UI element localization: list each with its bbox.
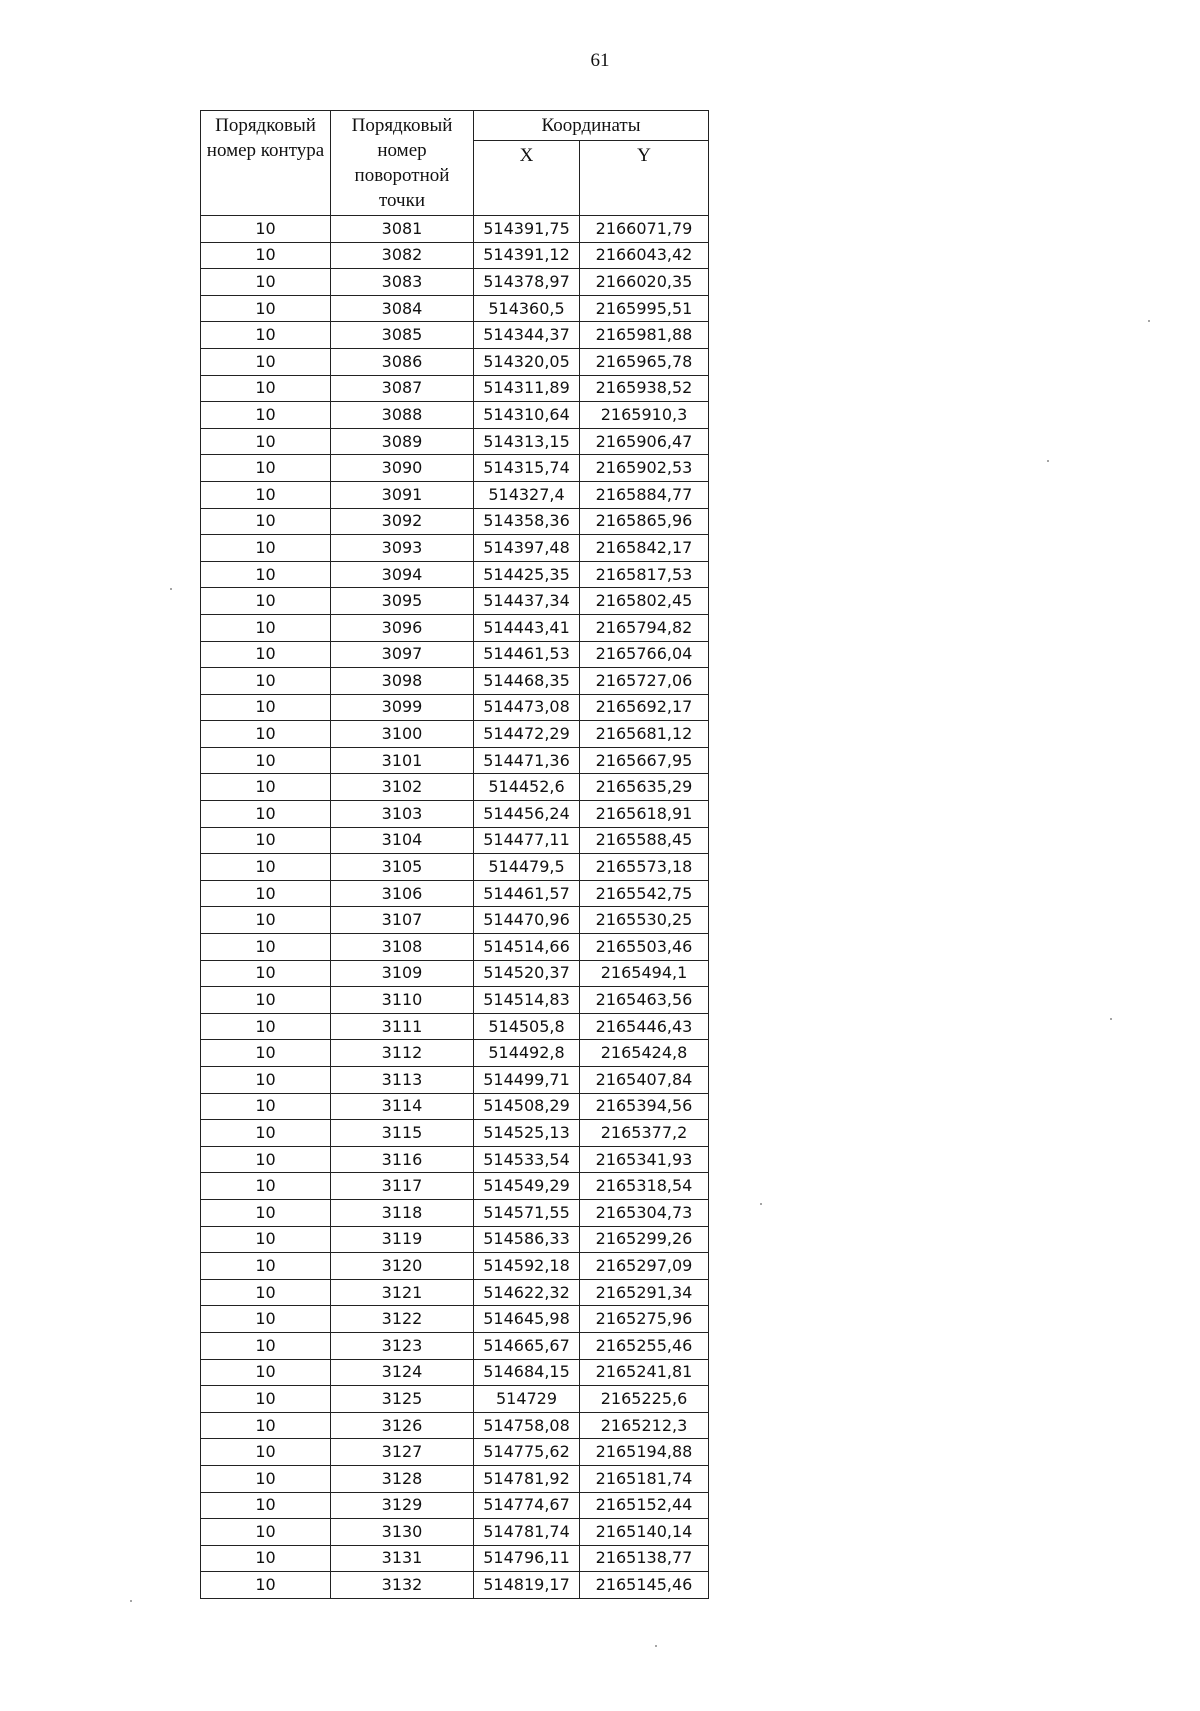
cell-contour-number: 10 (201, 1279, 331, 1306)
cell-contour-number: 10 (201, 854, 331, 881)
cell-x: 514391,12 (474, 242, 580, 269)
cell-contour-number: 10 (201, 242, 331, 269)
cell-contour-number: 10 (201, 1253, 331, 1280)
cell-y: 2166020,35 (580, 269, 709, 296)
cell-point-number: 3093 (331, 535, 474, 562)
cell-y: 2165377,2 (580, 1120, 709, 1147)
cell-contour-number: 10 (201, 1040, 331, 1067)
cell-contour-number: 10 (201, 428, 331, 455)
cell-y: 2166043,42 (580, 242, 709, 269)
cell-x: 514473,08 (474, 694, 580, 721)
cell-y: 2165542,75 (580, 880, 709, 907)
cell-point-number: 3096 (331, 614, 474, 641)
cell-y: 2165910,3 (580, 402, 709, 429)
table-row (201, 1572, 709, 1599)
cell-x: 514425,35 (474, 561, 580, 588)
cell-y: 2165681,12 (580, 721, 709, 748)
header-y: Y (580, 141, 709, 216)
scan-speck (130, 1600, 132, 1602)
table-row (201, 1146, 709, 1173)
cell-x: 514586,33 (474, 1226, 580, 1253)
cell-y: 2165291,34 (580, 1279, 709, 1306)
cell-point-number: 3091 (331, 481, 474, 508)
cell-y: 2165494,1 (580, 960, 709, 987)
table-row (201, 1332, 709, 1359)
cell-x: 514461,53 (474, 641, 580, 668)
cell-y: 2165225,6 (580, 1386, 709, 1413)
cell-x: 514525,13 (474, 1120, 580, 1147)
cell-point-number: 3127 (331, 1439, 474, 1466)
cell-point-number: 3120 (331, 1253, 474, 1280)
table-row (201, 1386, 709, 1413)
table-row (201, 295, 709, 322)
cell-contour-number: 10 (201, 1412, 331, 1439)
cell-x: 514665,67 (474, 1332, 580, 1359)
header-x: X (474, 141, 580, 216)
cell-y: 2165297,09 (580, 1253, 709, 1280)
cell-x: 514622,32 (474, 1279, 580, 1306)
table-row (201, 1120, 709, 1147)
cell-point-number: 3097 (331, 641, 474, 668)
cell-contour-number: 10 (201, 1226, 331, 1253)
cell-x: 514758,08 (474, 1412, 580, 1439)
table-row (201, 535, 709, 562)
cell-point-number: 3092 (331, 508, 474, 535)
cell-point-number: 3081 (331, 216, 474, 243)
cell-x: 514775,62 (474, 1439, 580, 1466)
scan-speck (655, 1645, 657, 1647)
cell-x: 514774,67 (474, 1492, 580, 1519)
cell-point-number: 3105 (331, 854, 474, 881)
table-row (201, 854, 709, 881)
cell-contour-number: 10 (201, 801, 331, 828)
cell-y: 2165152,44 (580, 1492, 709, 1519)
cell-point-number: 3111 (331, 1013, 474, 1040)
cell-y: 2165727,06 (580, 668, 709, 695)
cell-contour-number: 10 (201, 1572, 331, 1599)
cell-y: 2165341,93 (580, 1146, 709, 1173)
cell-x: 514520,37 (474, 960, 580, 987)
cell-contour-number: 10 (201, 1439, 331, 1466)
table-row (201, 269, 709, 296)
cell-contour-number: 10 (201, 1359, 331, 1386)
cell-x: 514781,74 (474, 1519, 580, 1546)
cell-point-number: 3130 (331, 1519, 474, 1546)
cell-point-number: 3095 (331, 588, 474, 615)
cell-contour-number: 10 (201, 216, 331, 243)
table-row (201, 1492, 709, 1519)
cell-x: 514499,71 (474, 1067, 580, 1094)
table-row (201, 402, 709, 429)
cell-contour-number: 10 (201, 375, 331, 402)
cell-x: 514313,15 (474, 428, 580, 455)
table-body (201, 216, 709, 1599)
cell-y: 2165865,96 (580, 508, 709, 535)
cell-contour-number: 10 (201, 880, 331, 907)
scan-speck (170, 588, 172, 590)
cell-contour-number: 10 (201, 1519, 331, 1546)
cell-point-number: 3101 (331, 747, 474, 774)
table-row (201, 348, 709, 375)
cell-point-number: 3122 (331, 1306, 474, 1333)
cell-y: 2165424,8 (580, 1040, 709, 1067)
table-row (201, 1253, 709, 1280)
cell-y: 2165588,45 (580, 827, 709, 854)
cell-contour-number: 10 (201, 269, 331, 296)
cell-point-number: 3103 (331, 801, 474, 828)
cell-y: 2165817,53 (580, 561, 709, 588)
cell-contour-number: 10 (201, 987, 331, 1014)
cell-x: 514479,5 (474, 854, 580, 881)
table-row (201, 481, 709, 508)
cell-point-number: 3085 (331, 322, 474, 349)
cell-y: 2165530,25 (580, 907, 709, 934)
table-row (201, 508, 709, 535)
cell-y: 2165635,29 (580, 774, 709, 801)
cell-x: 514477,11 (474, 827, 580, 854)
cell-contour-number: 10 (201, 588, 331, 615)
cell-contour-number: 10 (201, 614, 331, 641)
cell-contour-number: 10 (201, 1332, 331, 1359)
cell-contour-number: 10 (201, 934, 331, 961)
cell-point-number: 3094 (331, 561, 474, 588)
table-row (201, 827, 709, 854)
table-row (201, 455, 709, 482)
table-row (201, 641, 709, 668)
cell-y: 2165318,54 (580, 1173, 709, 1200)
cell-y: 2165194,88 (580, 1439, 709, 1466)
cell-point-number: 3086 (331, 348, 474, 375)
cell-y: 2165304,73 (580, 1199, 709, 1226)
table-row (201, 747, 709, 774)
cell-x: 514819,17 (474, 1572, 580, 1599)
cell-point-number: 3121 (331, 1279, 474, 1306)
cell-y: 2165212,3 (580, 1412, 709, 1439)
cell-y: 2165255,46 (580, 1332, 709, 1359)
page-number: 61 (590, 50, 610, 71)
cell-y: 2165275,96 (580, 1306, 709, 1333)
cell-x: 514310,64 (474, 402, 580, 429)
cell-x: 514781,92 (474, 1465, 580, 1492)
table-row (201, 960, 709, 987)
cell-y: 2165766,04 (580, 641, 709, 668)
cell-x: 514508,29 (474, 1093, 580, 1120)
cell-point-number: 3087 (331, 375, 474, 402)
scan-speck (760, 1203, 762, 1205)
cell-x: 514533,54 (474, 1146, 580, 1173)
cell-point-number: 3112 (331, 1040, 474, 1067)
cell-y: 2165965,78 (580, 348, 709, 375)
cell-y: 2165394,56 (580, 1093, 709, 1120)
cell-point-number: 3110 (331, 987, 474, 1014)
cell-x: 514592,18 (474, 1253, 580, 1280)
table-row (201, 1412, 709, 1439)
cell-y: 2165667,95 (580, 747, 709, 774)
cell-y: 2165902,53 (580, 455, 709, 482)
cell-y: 2165981,88 (580, 322, 709, 349)
cell-point-number: 3083 (331, 269, 474, 296)
cell-point-number: 3132 (331, 1572, 474, 1599)
cell-x: 514437,34 (474, 588, 580, 615)
cell-point-number: 3117 (331, 1173, 474, 1200)
cell-point-number: 3125 (331, 1386, 474, 1413)
cell-y: 2165794,82 (580, 614, 709, 641)
table-row (201, 1439, 709, 1466)
cell-contour-number: 10 (201, 455, 331, 482)
cell-contour-number: 10 (201, 1173, 331, 1200)
cell-point-number: 3100 (331, 721, 474, 748)
cell-x: 514378,97 (474, 269, 580, 296)
table-row (201, 1040, 709, 1067)
cell-x: 514514,83 (474, 987, 580, 1014)
cell-y: 2165140,14 (580, 1519, 709, 1546)
cell-contour-number: 10 (201, 1120, 331, 1147)
table-row (201, 1013, 709, 1040)
cell-y: 2166071,79 (580, 216, 709, 243)
cell-x: 514344,37 (474, 322, 580, 349)
cell-x: 514311,89 (474, 375, 580, 402)
cell-x: 514505,8 (474, 1013, 580, 1040)
cell-point-number: 3114 (331, 1093, 474, 1120)
cell-x: 514320,05 (474, 348, 580, 375)
table-header (201, 111, 709, 216)
cell-y: 2165181,74 (580, 1465, 709, 1492)
table-row (201, 1093, 709, 1120)
table-row (201, 774, 709, 801)
cell-x: 514358,36 (474, 508, 580, 535)
cell-contour-number: 10 (201, 1492, 331, 1519)
table-row (201, 694, 709, 721)
cell-contour-number: 10 (201, 535, 331, 562)
cell-point-number: 3107 (331, 907, 474, 934)
cell-contour-number: 10 (201, 960, 331, 987)
cell-contour-number: 10 (201, 747, 331, 774)
cell-y: 2165692,17 (580, 694, 709, 721)
cell-x: 514492,8 (474, 1040, 580, 1067)
table-row (201, 216, 709, 243)
cell-x: 514443,41 (474, 614, 580, 641)
cell-y: 2165503,46 (580, 934, 709, 961)
cell-x: 514549,29 (474, 1173, 580, 1200)
cell-point-number: 3126 (331, 1412, 474, 1439)
cell-point-number: 3084 (331, 295, 474, 322)
table-row (201, 588, 709, 615)
cell-point-number: 3102 (331, 774, 474, 801)
header-coordinates: Координаты (474, 111, 709, 141)
cell-point-number: 3099 (331, 694, 474, 721)
cell-x: 514684,15 (474, 1359, 580, 1386)
cell-x: 514796,11 (474, 1545, 580, 1572)
cell-point-number: 3082 (331, 242, 474, 269)
cell-contour-number: 10 (201, 641, 331, 668)
cell-y: 2165938,52 (580, 375, 709, 402)
cell-y: 2165995,51 (580, 295, 709, 322)
cell-contour-number: 10 (201, 694, 331, 721)
cell-point-number: 3115 (331, 1120, 474, 1147)
table-row (201, 1519, 709, 1546)
table-row (201, 880, 709, 907)
cell-contour-number: 10 (201, 1067, 331, 1094)
scan-speck (1110, 1018, 1112, 1020)
cell-x: 514470,96 (474, 907, 580, 934)
cell-contour-number: 10 (201, 1013, 331, 1040)
cell-x: 514729 (474, 1386, 580, 1413)
table-row (201, 322, 709, 349)
cell-x: 514472,29 (474, 721, 580, 748)
scan-speck (1148, 320, 1150, 322)
cell-contour-number: 10 (201, 402, 331, 429)
cell-point-number: 3123 (331, 1332, 474, 1359)
cell-y: 2165446,43 (580, 1013, 709, 1040)
cell-y: 2165573,18 (580, 854, 709, 881)
cell-contour-number: 10 (201, 827, 331, 854)
cell-contour-number: 10 (201, 1199, 331, 1226)
cell-contour-number: 10 (201, 508, 331, 535)
cell-x: 514456,24 (474, 801, 580, 828)
table-row (201, 1465, 709, 1492)
cell-point-number: 3131 (331, 1545, 474, 1572)
table-row (201, 1173, 709, 1200)
cell-contour-number: 10 (201, 481, 331, 508)
cell-contour-number: 10 (201, 1093, 331, 1120)
cell-x: 514327,4 (474, 481, 580, 508)
cell-contour-number: 10 (201, 322, 331, 349)
cell-x: 514461,57 (474, 880, 580, 907)
cell-x: 514360,5 (474, 295, 580, 322)
cell-point-number: 3118 (331, 1199, 474, 1226)
cell-x: 514391,75 (474, 216, 580, 243)
cell-x: 514452,6 (474, 774, 580, 801)
table-row (201, 934, 709, 961)
cell-contour-number: 10 (201, 1146, 331, 1173)
cell-y: 2165407,84 (580, 1067, 709, 1094)
scan-speck (1047, 460, 1049, 462)
table-row (201, 1545, 709, 1572)
cell-x: 514397,48 (474, 535, 580, 562)
cell-point-number: 3109 (331, 960, 474, 987)
table-row (201, 1306, 709, 1333)
cell-point-number: 3116 (331, 1146, 474, 1173)
cell-contour-number: 10 (201, 561, 331, 588)
cell-contour-number: 10 (201, 1386, 331, 1413)
cell-point-number: 3104 (331, 827, 474, 854)
table-row (201, 801, 709, 828)
coordinates-table (200, 110, 709, 1599)
cell-contour-number: 10 (201, 1465, 331, 1492)
cell-point-number: 3106 (331, 880, 474, 907)
cell-y: 2165802,45 (580, 588, 709, 615)
table-row (201, 1199, 709, 1226)
cell-y: 2165463,56 (580, 987, 709, 1014)
cell-x: 514514,66 (474, 934, 580, 961)
cell-contour-number: 10 (201, 668, 331, 695)
cell-point-number: 3124 (331, 1359, 474, 1386)
cell-contour-number: 10 (201, 1545, 331, 1572)
cell-contour-number: 10 (201, 1306, 331, 1333)
cell-y: 2165145,46 (580, 1572, 709, 1599)
cell-point-number: 3088 (331, 402, 474, 429)
cell-point-number: 3108 (331, 934, 474, 961)
table-row (201, 614, 709, 641)
table-row (201, 428, 709, 455)
table-row (201, 668, 709, 695)
table-row (201, 1067, 709, 1094)
table-row (201, 1279, 709, 1306)
cell-y: 2165299,26 (580, 1226, 709, 1253)
cell-point-number: 3089 (331, 428, 474, 455)
table-row (201, 1359, 709, 1386)
header-point-number: Порядковый номер поворотной точки (331, 111, 474, 216)
cell-y: 2165241,81 (580, 1359, 709, 1386)
cell-y: 2165906,47 (580, 428, 709, 455)
cell-contour-number: 10 (201, 348, 331, 375)
cell-point-number: 3128 (331, 1465, 474, 1492)
cell-contour-number: 10 (201, 907, 331, 934)
header-contour-number: Порядковый номер контура (201, 111, 331, 216)
table-row (201, 1226, 709, 1253)
table-row (201, 561, 709, 588)
cell-x: 514468,35 (474, 668, 580, 695)
cell-point-number: 3129 (331, 1492, 474, 1519)
table-row (201, 987, 709, 1014)
cell-y: 2165884,77 (580, 481, 709, 508)
cell-contour-number: 10 (201, 295, 331, 322)
cell-point-number: 3119 (331, 1226, 474, 1253)
table-row (201, 721, 709, 748)
cell-x: 514645,98 (474, 1306, 580, 1333)
table-row (201, 375, 709, 402)
cell-x: 514315,74 (474, 455, 580, 482)
cell-point-number: 3090 (331, 455, 474, 482)
cell-point-number: 3098 (331, 668, 474, 695)
cell-x: 514471,36 (474, 747, 580, 774)
table-row (201, 907, 709, 934)
cell-x: 514571,55 (474, 1199, 580, 1226)
cell-y: 2165842,17 (580, 535, 709, 562)
cell-y: 2165138,77 (580, 1545, 709, 1572)
table-row (201, 242, 709, 269)
cell-point-number: 3113 (331, 1067, 474, 1094)
cell-contour-number: 10 (201, 774, 331, 801)
cell-y: 2165618,91 (580, 801, 709, 828)
cell-contour-number: 10 (201, 721, 331, 748)
